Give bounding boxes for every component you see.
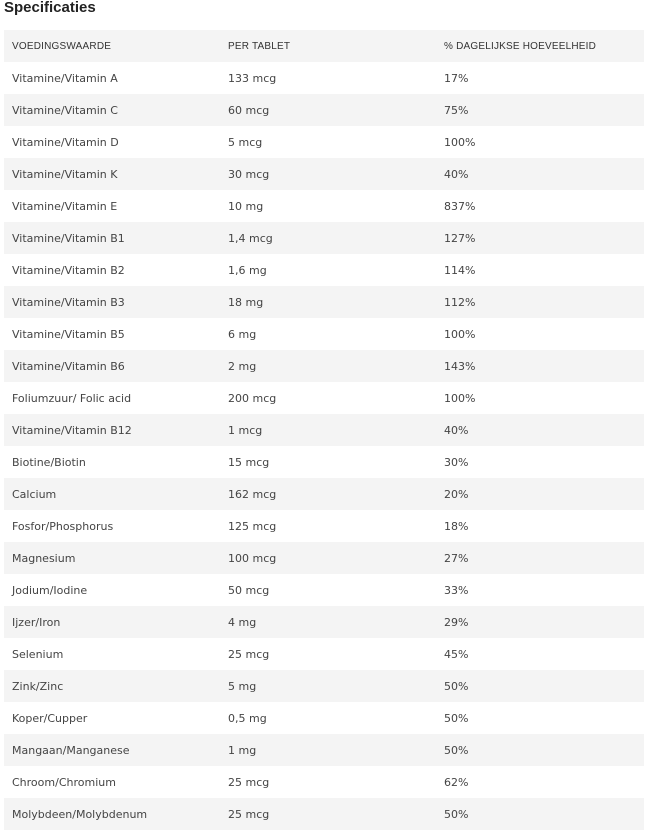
column-header-nutrient: VOEDINGSWAARDE [4, 30, 220, 62]
table-body [4, 62, 644, 830]
amount-cell: 25 mcg [220, 638, 436, 670]
amount-cell: 200 mcg [220, 382, 436, 414]
table-row [4, 158, 644, 190]
nutrient-cell: Zink/Zinc [4, 670, 220, 702]
daily-value-cell: 50% [436, 670, 644, 702]
daily-value-cell: 30% [436, 446, 644, 478]
daily-value-cell: 45% [436, 638, 644, 670]
daily-value-cell: 100% [436, 126, 644, 158]
amount-cell: 18 mg [220, 286, 436, 318]
daily-value-cell: 40% [436, 414, 644, 446]
table-row [4, 286, 644, 318]
nutrient-cell: Ijzer/Iron [4, 606, 220, 638]
table-row [4, 254, 644, 286]
amount-cell: 162 mcg [220, 478, 436, 510]
specifications-table [4, 30, 644, 830]
table-row [4, 190, 644, 222]
daily-value-cell: 837% [436, 190, 644, 222]
daily-value-cell: 17% [436, 62, 644, 94]
nutrient-cell: Biotine/Biotin [4, 446, 220, 478]
nutrient-cell: Vitamine/Vitamin K [4, 158, 220, 190]
nutrient-cell: Vitamine/Vitamin C [4, 94, 220, 126]
table-row [4, 734, 644, 766]
nutrient-cell: Vitamine/Vitamin B3 [4, 286, 220, 318]
amount-cell: 1,4 mcg [220, 222, 436, 254]
daily-value-cell: 100% [436, 318, 644, 350]
column-header-daily-value: % DAGELIJKSE HOEVEELHEID [436, 30, 644, 62]
table-row [4, 510, 644, 542]
table-row [4, 542, 644, 574]
table-row [4, 318, 644, 350]
table-row [4, 670, 644, 702]
amount-cell: 1 mcg [220, 414, 436, 446]
table-row [4, 446, 644, 478]
daily-value-cell: 18% [436, 510, 644, 542]
amount-cell: 50 mcg [220, 574, 436, 606]
nutrient-cell: Magnesium [4, 542, 220, 574]
daily-value-cell: 75% [436, 94, 644, 126]
daily-value-cell: 29% [436, 606, 644, 638]
table-row [4, 94, 644, 126]
nutrient-cell: Mangaan/Manganese [4, 734, 220, 766]
column-header-per-tablet: PER TABLET [220, 30, 436, 62]
daily-value-cell: 112% [436, 286, 644, 318]
amount-cell: 15 mcg [220, 446, 436, 478]
nutrient-cell: Selenium [4, 638, 220, 670]
amount-cell: 6 mg [220, 318, 436, 350]
amount-cell: 10 mg [220, 190, 436, 222]
nutrient-cell: Jodium/Iodine [4, 574, 220, 606]
daily-value-cell: 33% [436, 574, 644, 606]
amount-cell: 1 mg [220, 734, 436, 766]
nutrient-cell: Vitamine/Vitamin A [4, 62, 220, 94]
table-row [4, 126, 644, 158]
table-row [4, 606, 644, 638]
table-row [4, 766, 644, 798]
nutrient-cell: Vitamine/Vitamin B1 [4, 222, 220, 254]
nutrient-cell: Vitamine/Vitamin B12 [4, 414, 220, 446]
nutrient-cell: Foliumzuur/ Folic acid [4, 382, 220, 414]
table-row [4, 350, 644, 382]
table-header-row [4, 30, 644, 62]
nutrient-cell: Vitamine/Vitamin D [4, 126, 220, 158]
section-title: Specificaties [4, 0, 96, 16]
table-row [4, 798, 644, 830]
amount-cell: 1,6 mg [220, 254, 436, 286]
amount-cell: 125 mcg [220, 510, 436, 542]
amount-cell: 25 mcg [220, 766, 436, 798]
table-row [4, 638, 644, 670]
nutrient-cell: Vitamine/Vitamin E [4, 190, 220, 222]
table-row [4, 62, 644, 94]
daily-value-cell: 143% [436, 350, 644, 382]
daily-value-cell: 40% [436, 158, 644, 190]
daily-value-cell: 20% [436, 478, 644, 510]
nutrient-cell: Chroom/Chromium [4, 766, 220, 798]
table-row [4, 574, 644, 606]
amount-cell: 5 mcg [220, 126, 436, 158]
amount-cell: 133 mcg [220, 62, 436, 94]
daily-value-cell: 27% [436, 542, 644, 574]
table-row [4, 382, 644, 414]
nutrient-cell: Koper/Cupper [4, 702, 220, 734]
amount-cell: 4 mg [220, 606, 436, 638]
daily-value-cell: 50% [436, 798, 644, 830]
nutrient-cell: Fosfor/Phosphorus [4, 510, 220, 542]
daily-value-cell: 62% [436, 766, 644, 798]
amount-cell: 25 mcg [220, 798, 436, 830]
table-row [4, 478, 644, 510]
amount-cell: 30 mcg [220, 158, 436, 190]
amount-cell: 5 mg [220, 670, 436, 702]
table-row [4, 222, 644, 254]
daily-value-cell: 127% [436, 222, 644, 254]
nutrient-cell: Vitamine/Vitamin B2 [4, 254, 220, 286]
table-row [4, 414, 644, 446]
amount-cell: 0,5 mg [220, 702, 436, 734]
nutrient-cell: Vitamine/Vitamin B6 [4, 350, 220, 382]
amount-cell: 100 mcg [220, 542, 436, 574]
daily-value-cell: 114% [436, 254, 644, 286]
amount-cell: 2 mg [220, 350, 436, 382]
daily-value-cell: 50% [436, 702, 644, 734]
daily-value-cell: 100% [436, 382, 644, 414]
table-row [4, 702, 644, 734]
nutrient-cell: Molybdeen/Molybdenum [4, 798, 220, 830]
nutrient-cell: Calcium [4, 478, 220, 510]
daily-value-cell: 50% [436, 734, 644, 766]
amount-cell: 60 mcg [220, 94, 436, 126]
nutrient-cell: Vitamine/Vitamin B5 [4, 318, 220, 350]
